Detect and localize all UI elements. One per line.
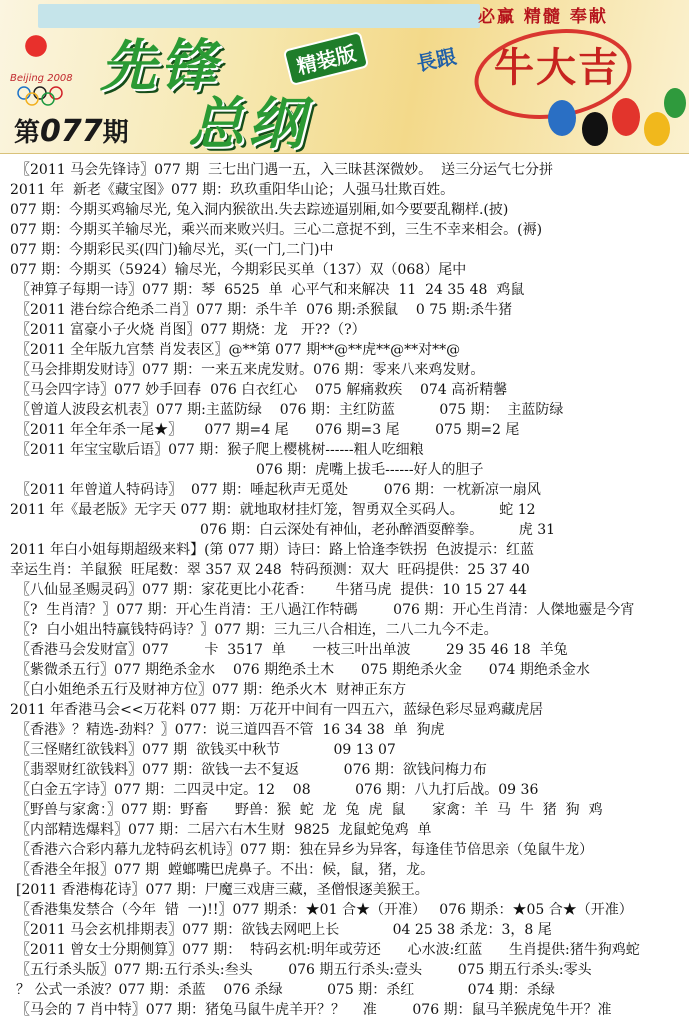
content-line: 幸运生肖：羊鼠猴 旺尾数：翠 357 双 248 特码预测：双大 旺码提供：25 37 40 (10, 562, 530, 578)
mascot-icon (644, 112, 670, 146)
content-line: 〖野兽与家禽：〗077 期：野畜 野兽：猴 蛇 龙 兔 虎 鼠 家禽：羊 马 牛 猪 狗 鸡 (16, 802, 603, 818)
content-line: 〖香港马会发财富〗077 卡 3517 单 一枝三叶出单波 29 35 46 18 羊兔 (16, 642, 568, 658)
header-banner (0, 0, 689, 154)
mascot-icon (664, 88, 686, 118)
content-line: 〖内部精选爆料〗077 期：二居六右木生财 9825 龙鼠蛇兔鸡 单 (16, 822, 432, 838)
content-line: 〖香港集发禁合（今年 错 一)!!〗077 期杀：★01 合★（开准） 076 期杀：★05 合★（开准） (16, 902, 633, 918)
content-line: 〖马会四字诗〗077 妙手回春 076 白衣红心 075 解痛救疾 074 高祈精馨 (16, 382, 508, 398)
content-line: 〖香港》？精选-劲料？〗077：说三道四吾不管 16 34 38 单 狗虎 (16, 722, 445, 738)
content-line: 2011 年 新老《藏宝图》077 期：玖玖重阳华山论；人强马壮欺百姓。 (10, 182, 455, 198)
content-line: 〖翡翠财红欲钱料〗077 期：欲钱一去不复返 076 期：欲钱问梅力布 (16, 762, 487, 778)
content-line: 076 期：虎嘴上拔毛------好人的胆子 (256, 462, 484, 478)
content-line: 〖2011 富豪小子火烧 肖图〗077 期烧：龙 开??（?） (16, 322, 366, 338)
content-line: 〖曾道人波段玄机表〗077 期:主蓝防绿 076 期：主红防蓝 075 期： 主蓝防绿 (16, 402, 564, 418)
mascot-icon (548, 100, 576, 136)
olympic-rings-icon (16, 86, 64, 106)
content-line: 〖香港全年报〗077 期 螳螂嘴巴虎鼻子。不出：候，鼠，猪，龙。 (16, 862, 435, 878)
content-line: 〖2011 马会玄机排期表〗077 期：欲钱去网吧上长 04 25 38 杀龙：3，8 尾 (16, 922, 552, 938)
title-line-1: 先锋 (100, 34, 220, 99)
content-line: 〖马会排期发财诗〗077 期：一来五来虎发财。076 期：零来八来鸡发财。 (16, 362, 485, 378)
title-line-2: 总纲 (188, 92, 308, 154)
edition-badge: 精装版 (283, 31, 370, 86)
changgen-label: 長跟 (414, 44, 459, 76)
mascot-icon (612, 98, 640, 136)
content-line: 〖马会的 7 肖中特〗077 期：猪兔马鼠牛虎羊开？？ 准 076 期：鼠马羊猴虎兔牛开？准 (16, 1002, 612, 1018)
content-line: 077 期：今期彩民买(四门)输尽光，买(一门,二门)中 (10, 242, 334, 258)
content-line: 〖? 生肖清？〗077 期：开心生肖清：王八過江作特碼 076 期：开心生肖清：人傑地靈是今宵 (16, 602, 635, 618)
content-line: 〖2011 全年版九宫禁 肖发表区〗@**第 077 期**@**虎**@**对**@ (16, 342, 461, 358)
content-line: 〖2011 年全年杀一尾★〗 077 期=4 尾 076 期=3 尾 075 期=2 尾 (16, 422, 520, 438)
content-line: 〖? 白小姐出特赢钱特码诗？〗077 期：三九三八合相连，二八二九今不走。 (16, 622, 498, 638)
content-line: 〖2011 马会先锋诗〗077 期 三七出门遇一五，入三昧甚深微妙。 送三分运气七分拼 (16, 162, 554, 178)
slogan: 必赢 精髓 奉献 (478, 7, 608, 27)
content-line: 076 期：白云深处有神仙，老孙醉酒耍醉拳。 虎 31 (200, 522, 556, 538)
content-line: 〖三怪赌红欲钱料〗077 期 欲钱买中秋节 09 13 07 (16, 742, 396, 758)
beijing-emblem-icon (10, 30, 62, 70)
issue-number: 077 (40, 114, 103, 149)
content-line: 2011 年香港马会<<万花料 077 期：万花开中间有一四五六，蓝绿色彩尽显鸡藏虎居 (10, 702, 544, 718)
content-line: 〖白小姐绝杀五行及财神方位〗077 期：绝杀火木 财神正东方 (16, 682, 407, 698)
content-line: 〖八仙显圣赐灵码〗077 期：家花更比小花香： 牛猪马虎 提供：10 15 27 44 (16, 582, 527, 598)
content-line: 077 期：今期买羊输尽光，乘兴而来败兴归。三心二意捉不到，三生不幸来相会。(褥) (10, 222, 543, 238)
content-line: 〖神算子每期一诗〗077 期：琴 6525 单 心平气和来解决 11 24 35 48 鸡鼠 (16, 282, 525, 298)
content-line: 2011 年白小姐每期超级来料】(第 077 期）诗曰：路上恰逢李铁拐 色波提示：红蓝 (10, 542, 535, 558)
issue-label (14, 112, 129, 149)
content-line: [2011 香港梅花诗〗077 期：尸魔三戏唐三藏，圣僧恨逐美猴王。 (16, 882, 429, 898)
content-line: 077 期：今期买鸡输尽光, 兔入洞内猴欲出.失去踪迹逼别厢,如今要要乱糊样.(披) (10, 202, 509, 218)
emblem-text: Beijing 2008 (10, 73, 73, 84)
issue-suffix: 期 (102, 118, 129, 148)
issue-prefix: 第 (14, 118, 41, 148)
content-line: 〖2011 年宝宝歇后语〗077 期：猴子爬上樱桃树------粗人吃细粮 (16, 442, 424, 458)
content-line: 〖香港六合彩内幕九龙特码玄机诗〗077 期：独在异乡为异客，每逢佳节倍思亲（兔鼠牛龙） (16, 842, 594, 858)
content-line: ？ 公式一杀波？077 期：杀蓝 076 杀绿 075 期：杀红 074 期：杀绿 (16, 982, 555, 998)
content-line: 〖五行杀头版〗077 期:五行杀头:叁头 076 期五行杀头:壹头 075 期五行杀头:零头 (16, 962, 592, 978)
content-line: 〖2011 曾女士分期侧算〗077 期： 特码玄机:明年或劳还 心水波:红蓝 生肖提供:猪牛狗鸡蛇 (16, 942, 640, 958)
content-line: 2011 年《最老版》无字天 077 期：就地取材挂灯笼，智勇双全买码人。 蛇 12 (10, 502, 536, 518)
content-line: 〖白金五字诗〗077 期：二四灵中定。12 08 076 期：八九打后战。09 36 (16, 782, 539, 798)
content-line: 〖2011 年曾道人特码诗〗 077 期：唾起秋声无觅处 076 期：一枕新凉一扇风 (16, 482, 541, 498)
content-line: 〖紫微杀五行〗077 期绝杀金水 076 期绝杀土木 075 期绝杀火金 074 期绝杀金水 (16, 662, 590, 678)
mascot-icon (582, 112, 608, 146)
content-line: 077 期：今期买（5924）输尽光，今期彩民买单（137）双（068）尾中 (10, 262, 467, 278)
content-line: 〖2011 港台综合绝杀二肖〗077 期：杀牛羊 076 期:杀猴鼠 0 75 期:杀牛猪 (16, 302, 513, 318)
new-year-calligraphy: 牛大吉 (494, 44, 620, 91)
